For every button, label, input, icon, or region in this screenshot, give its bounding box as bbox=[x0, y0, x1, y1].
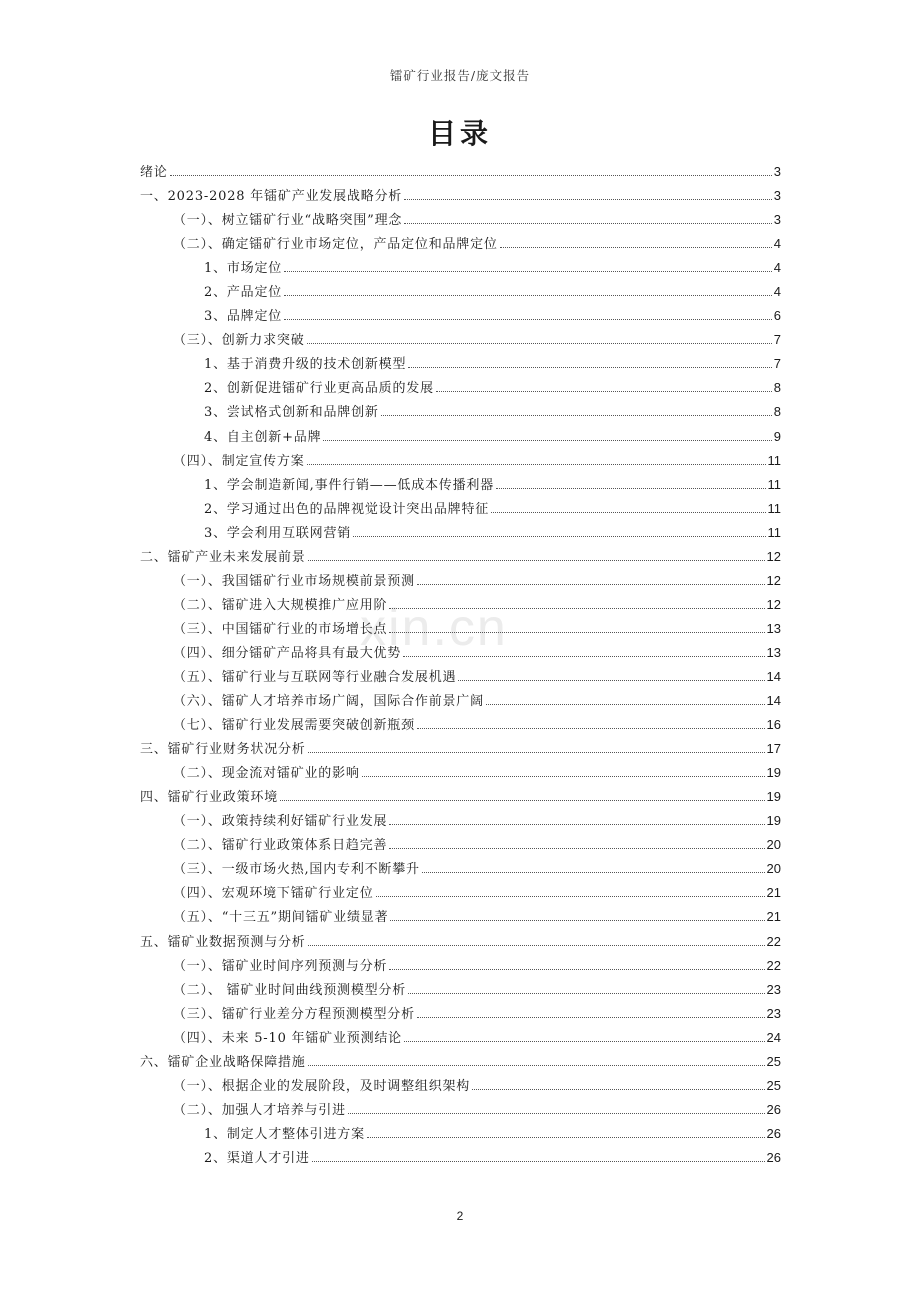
toc-entry[interactable] bbox=[140, 1002, 781, 1026]
toc-entry-page: 21 bbox=[766, 909, 781, 925]
toc-leader-dots bbox=[404, 214, 772, 224]
toc-leader-dots bbox=[323, 430, 771, 440]
toc-entry-page: 12 bbox=[766, 572, 781, 588]
toc-leader-dots bbox=[367, 1128, 765, 1138]
toc-entry-label: （一）、我国镭矿行业市场规模前景预测 bbox=[173, 573, 415, 589]
toc-entry-page: 13 bbox=[766, 644, 781, 660]
toc-entry-label: 3、尝试格式创新和品牌创新 bbox=[204, 405, 379, 421]
toc-entry[interactable] bbox=[140, 761, 781, 785]
toc-entry[interactable] bbox=[140, 376, 781, 400]
toc-entry-label: （三）、镭矿行业差分方程预测模型分析 bbox=[173, 1006, 415, 1022]
toc-entry-page: 26 bbox=[766, 1101, 781, 1117]
toc-leader-dots bbox=[307, 334, 772, 344]
toc-leader-dots bbox=[408, 358, 771, 368]
toc-entry-label: 一、2023-2028 年镭矿产业发展战略分析 bbox=[140, 189, 403, 205]
toc-entry-label: （二）、加强人才培养与引进 bbox=[173, 1102, 346, 1118]
toc-entry-page: 7 bbox=[773, 356, 781, 372]
toc-leader-dots bbox=[170, 166, 772, 176]
toc-entry-label: 1、市场定位 bbox=[204, 261, 283, 277]
toc-leader-dots bbox=[284, 286, 772, 296]
toc-leader-dots bbox=[403, 647, 764, 657]
toc-entry-label: 2、创新促进镭矿行业更高品质的发展 bbox=[204, 381, 434, 397]
toc-entry-label: （五）、镭矿行业与互联网等行业融合发展机遇 bbox=[173, 669, 457, 685]
toc-entry[interactable] bbox=[140, 978, 781, 1002]
toc-leader-dots bbox=[389, 839, 764, 849]
toc-entry-label: 1、基于消费升级的技术创新模型 bbox=[204, 357, 407, 373]
toc-entry-label: （一）、树立镭矿行业“战略突围”理念 bbox=[173, 213, 403, 229]
toc-entry-page: 9 bbox=[773, 428, 781, 444]
toc-entry-page: 23 bbox=[766, 1005, 781, 1021]
toc-entry[interactable] bbox=[140, 449, 781, 473]
toc-leader-dots bbox=[472, 1080, 764, 1090]
toc-entry-page: 11 bbox=[767, 524, 781, 540]
toc-leader-dots bbox=[308, 743, 765, 753]
toc-entry-label: 1、学会制造新闻,事件行销——低成本传播利器 bbox=[204, 477, 495, 493]
page-header: 镭矿行业报告/庞文报告 bbox=[389, 68, 531, 83]
toc-entry-page: 19 bbox=[766, 765, 781, 781]
toc-leader-dots bbox=[417, 1008, 765, 1018]
toc-entry-label: 2、产品定位 bbox=[204, 285, 283, 301]
toc-entry-label: 4、自主创新+品牌 bbox=[204, 429, 322, 445]
toc-leader-dots bbox=[436, 382, 772, 392]
toc-leader-dots bbox=[486, 695, 765, 705]
toc-entry[interactable] bbox=[140, 737, 781, 761]
toc-entry-page: 3 bbox=[773, 212, 781, 228]
toc-entry[interactable] bbox=[140, 232, 781, 256]
toc-entry[interactable] bbox=[140, 833, 781, 857]
toc-entry-page: 6 bbox=[773, 308, 781, 324]
toc-leader-dots bbox=[348, 1104, 765, 1114]
toc-entry[interactable] bbox=[140, 1122, 781, 1146]
toc-entry[interactable] bbox=[140, 641, 781, 665]
toc-leader-dots bbox=[422, 863, 765, 873]
toc-entry-page: 3 bbox=[773, 188, 781, 204]
toc-entry[interactable] bbox=[140, 689, 781, 713]
toc-entry[interactable] bbox=[140, 1026, 781, 1050]
toc-leader-dots bbox=[280, 791, 765, 801]
toc-leader-dots bbox=[390, 911, 764, 921]
toc-entry-page: 20 bbox=[766, 861, 781, 877]
toc-entry-page: 22 bbox=[766, 933, 781, 949]
toc-entry-page: 11 bbox=[767, 476, 781, 492]
toc-entry-page: 7 bbox=[773, 332, 781, 348]
toc-entry-page: 12 bbox=[766, 548, 781, 564]
toc-entry-label: （二）、镭矿进入大规模推广应用阶 bbox=[173, 597, 388, 613]
toc-entry[interactable] bbox=[140, 184, 781, 208]
toc-leader-dots bbox=[376, 887, 765, 897]
watermark: xin.cn bbox=[360, 599, 508, 657]
toc-leader-dots bbox=[404, 190, 772, 200]
toc-entry[interactable] bbox=[140, 617, 781, 641]
toc-entry-label: （三）、创新力求突破 bbox=[173, 333, 305, 349]
toc-leader-dots bbox=[308, 551, 765, 561]
toc-entry-label: （二）、现金流对镭矿业的影响 bbox=[173, 766, 360, 782]
toc-entry-label: 绪论 bbox=[140, 165, 168, 180]
toc-entry-label: 3、学会利用互联网营销 bbox=[204, 525, 352, 541]
toc-entry[interactable] bbox=[140, 809, 781, 833]
toc-leader-dots bbox=[307, 454, 766, 464]
toc-entry-page: 26 bbox=[766, 1149, 781, 1165]
toc-entry[interactable] bbox=[140, 545, 781, 569]
page-number: 2 bbox=[456, 1209, 464, 1223]
toc-entry-page: 19 bbox=[766, 813, 781, 829]
toc-leader-dots bbox=[308, 1056, 765, 1066]
toc-entry-page: 25 bbox=[766, 1077, 781, 1093]
toc-entry-label: （七）、镭矿行业发展需要突破创新瓶颈 bbox=[173, 718, 415, 734]
toc-entry-label: （四）、制定宣传方案 bbox=[173, 453, 305, 469]
toc-leader-dots bbox=[389, 623, 764, 633]
toc-entry[interactable] bbox=[140, 665, 781, 689]
toc-entry[interactable] bbox=[140, 473, 781, 497]
toc-leader-dots bbox=[353, 527, 765, 537]
toc-entry-page: 21 bbox=[766, 885, 781, 901]
toc-entry[interactable] bbox=[140, 352, 781, 376]
toc-entry-label: （二）、镭矿行业政策体系日趋完善 bbox=[173, 838, 388, 854]
toc-entry-page: 3 bbox=[773, 164, 781, 179]
toc-entry-label: （一）、根据企业的发展阶段，及时调整组织架构 bbox=[173, 1078, 471, 1094]
toc-leader-dots bbox=[284, 310, 772, 320]
toc-entry-page: 24 bbox=[766, 1029, 781, 1045]
toc-entry-label: 四、镭矿行业政策环境 bbox=[140, 790, 279, 806]
toc-entry-label: 六、镭矿企业战略保障措施 bbox=[140, 1054, 306, 1070]
toc-entry-page: 17 bbox=[766, 741, 781, 757]
toc-entry-label: （二）、 镭矿业时间曲线预测模型分析 bbox=[173, 982, 407, 998]
toc-entry-page: 26 bbox=[766, 1125, 781, 1141]
toc-entry[interactable] bbox=[140, 497, 781, 521]
toc-entry[interactable] bbox=[140, 593, 781, 617]
toc-entry-label: 1、制定人才整体引进方案 bbox=[204, 1126, 365, 1142]
toc-leader-dots bbox=[284, 262, 772, 272]
toc-entry-label: （三）、中国镭矿行业的市场增长点 bbox=[173, 621, 388, 637]
toc-entry-page: 20 bbox=[766, 837, 781, 853]
toc-entry-page: 23 bbox=[766, 981, 781, 997]
toc-entry-label: （一）、镭矿业时间序列预测与分析 bbox=[173, 958, 388, 974]
toc-entry[interactable] bbox=[140, 857, 781, 881]
toc-entry-label: 二、镭矿产业未来发展前景 bbox=[140, 549, 306, 565]
toc-leader-dots bbox=[417, 719, 765, 729]
toc-leader-dots bbox=[408, 984, 764, 994]
toc-entry[interactable] bbox=[140, 280, 781, 304]
toc-entry-label: 2、渠道人才引进 bbox=[204, 1150, 310, 1166]
toc-entry-page: 16 bbox=[766, 717, 781, 733]
toc-leader-dots bbox=[308, 935, 765, 945]
toc-entry-page: 11 bbox=[767, 500, 781, 516]
toc-leader-dots bbox=[404, 1032, 765, 1042]
toc-entry[interactable] bbox=[140, 400, 781, 424]
page-title: 目录 bbox=[427, 117, 492, 150]
toc-entry-label: （六）、镭矿人才培养市场广阔，国际合作前景广阔 bbox=[173, 694, 484, 710]
toc-entry[interactable] bbox=[140, 208, 781, 232]
table-of-contents bbox=[140, 160, 781, 1170]
toc-entry[interactable] bbox=[140, 1050, 781, 1074]
toc-entry-page: 14 bbox=[766, 668, 781, 684]
toc-entry[interactable] bbox=[140, 425, 781, 449]
toc-entry-label: （四）、细分镭矿产品将具有最大优势 bbox=[173, 645, 402, 661]
toc-leader-dots bbox=[491, 503, 765, 513]
toc-entry-page: 8 bbox=[773, 380, 781, 396]
toc-entry[interactable] bbox=[140, 881, 781, 905]
toc-entry-label: 2、学习通过出色的品牌视觉设计突出品牌特征 bbox=[204, 501, 490, 517]
toc-entry[interactable] bbox=[140, 521, 781, 545]
toc-entry-label: （二）、确定镭矿行业市场定位，产品定位和品牌定位 bbox=[173, 237, 498, 253]
toc-entry[interactable] bbox=[140, 328, 781, 352]
toc-entry[interactable] bbox=[140, 954, 781, 978]
toc-entry-page: 14 bbox=[766, 693, 781, 709]
toc-leader-dots bbox=[381, 406, 772, 416]
toc-leader-dots bbox=[312, 1152, 765, 1162]
toc-entry-label: （五）、“十三五”期间镭矿业绩显著 bbox=[173, 910, 389, 926]
toc-entry[interactable] bbox=[140, 304, 781, 328]
toc-entry[interactable] bbox=[140, 785, 781, 809]
toc-entry-page: 8 bbox=[773, 404, 781, 420]
toc-entry-page: 4 bbox=[773, 236, 781, 252]
toc-entry[interactable] bbox=[140, 1074, 781, 1098]
toc-leader-dots bbox=[458, 671, 764, 681]
toc-entry[interactable] bbox=[140, 713, 781, 737]
toc-entry-page: 4 bbox=[773, 260, 781, 276]
toc-leader-dots bbox=[362, 767, 765, 777]
toc-entry[interactable] bbox=[140, 569, 781, 593]
toc-entry[interactable] bbox=[140, 930, 781, 954]
toc-entry[interactable] bbox=[140, 256, 781, 280]
toc-entry-page: 22 bbox=[766, 957, 781, 973]
toc-entry-page: 13 bbox=[766, 620, 781, 636]
toc-entry-page: 25 bbox=[766, 1053, 781, 1069]
toc-entry-page: 19 bbox=[766, 789, 781, 805]
toc-entry-label: （三）、一级市场火热,国内专利不断攀升 bbox=[173, 862, 420, 878]
toc-leader-dots bbox=[500, 238, 772, 248]
toc-leader-dots bbox=[417, 575, 765, 585]
toc-leader-dots bbox=[389, 815, 764, 825]
toc-entry-page: 11 bbox=[767, 452, 781, 468]
toc-entry[interactable] bbox=[140, 160, 781, 184]
toc-entry-label: 五、镭矿业数据预测与分析 bbox=[140, 934, 306, 950]
toc-entry-label: （四）、未来 5-10 年镭矿业预测结论 bbox=[173, 1030, 402, 1046]
toc-entry-page: 12 bbox=[766, 596, 781, 612]
toc-entry[interactable] bbox=[140, 1098, 781, 1122]
toc-entry[interactable] bbox=[140, 905, 781, 929]
toc-entry-label: （四）、宏观环境下镭矿行业定位 bbox=[173, 886, 374, 902]
toc-leader-dots bbox=[389, 959, 764, 969]
toc-leader-dots bbox=[389, 599, 764, 609]
toc-entry-label: 三、镭矿行业财务状况分析 bbox=[140, 742, 306, 758]
toc-leader-dots bbox=[496, 479, 765, 489]
toc-entry[interactable] bbox=[140, 1146, 781, 1170]
toc-entry-label: （一）、政策持续利好镭矿行业发展 bbox=[173, 814, 388, 830]
toc-entry-label: 3、品牌定位 bbox=[204, 309, 283, 325]
toc-entry-page: 4 bbox=[773, 284, 781, 300]
